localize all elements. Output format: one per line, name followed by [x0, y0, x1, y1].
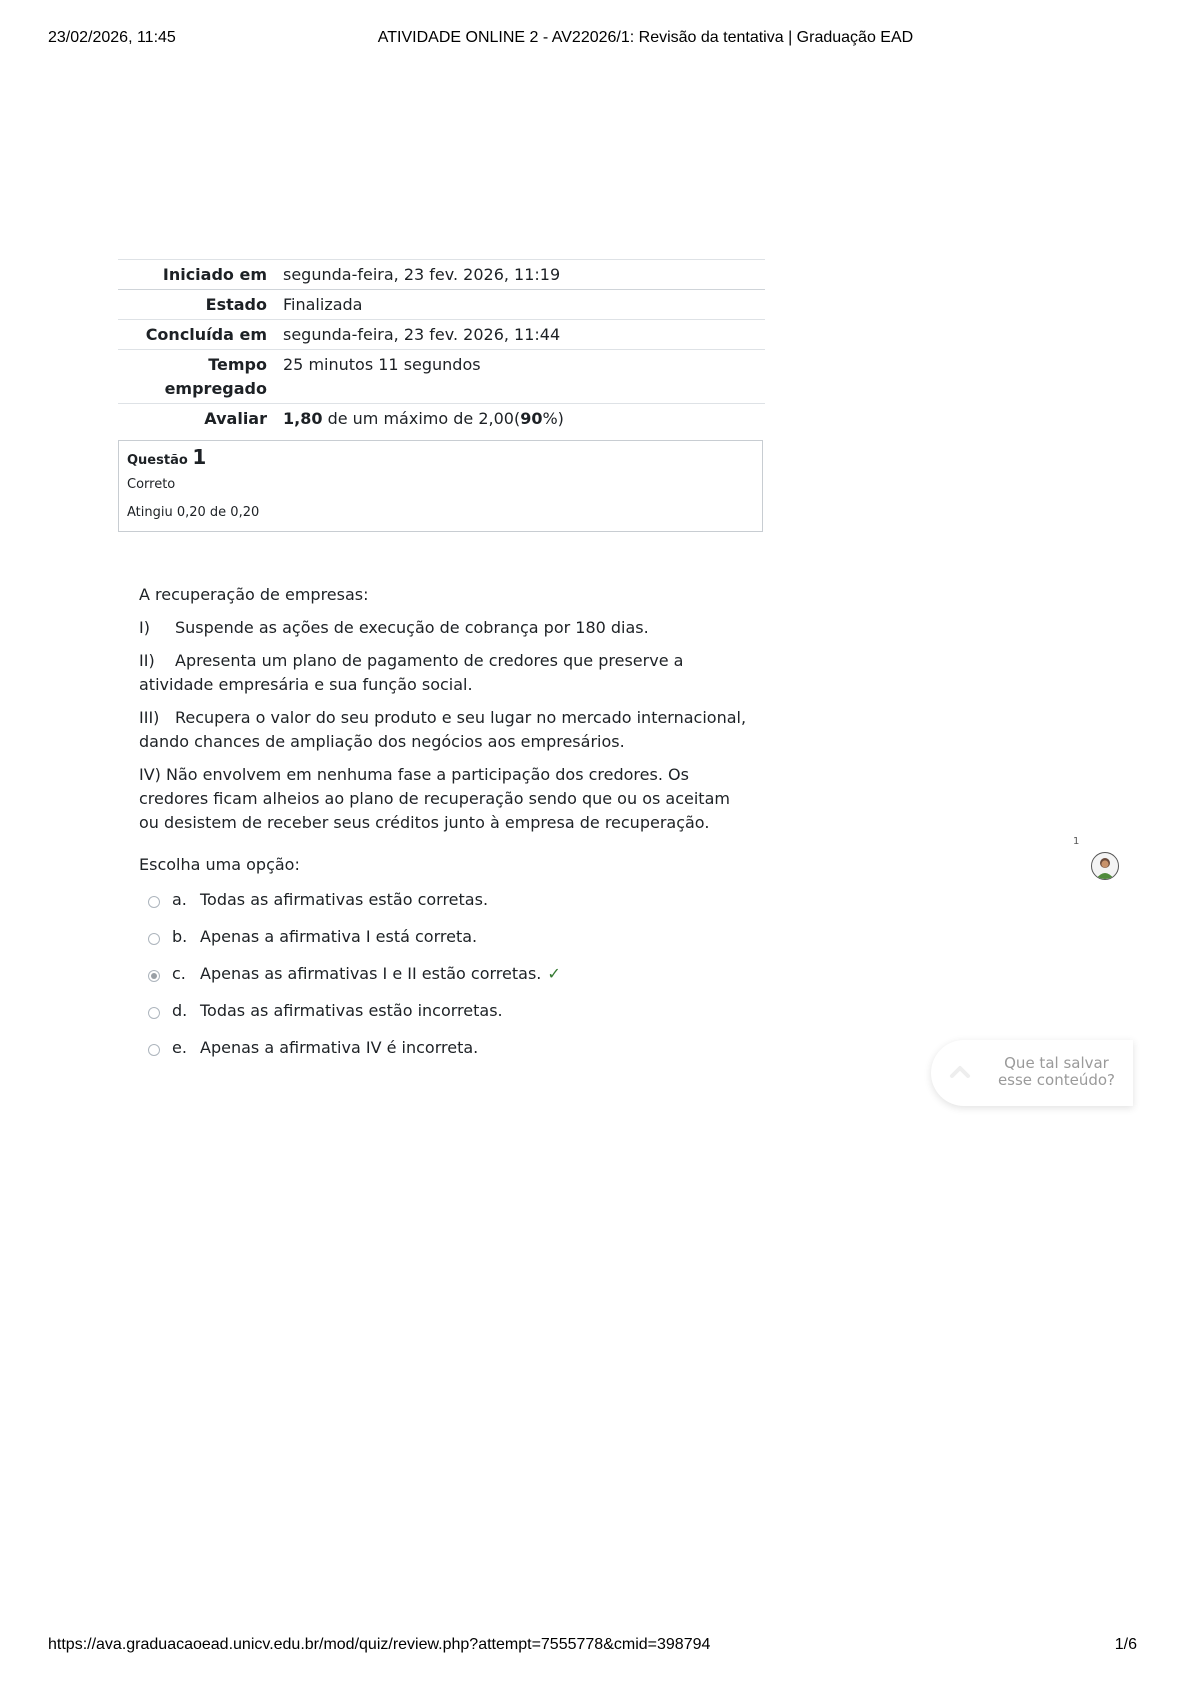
question-grade: Atingiu 0,20 de 0,20 — [127, 505, 260, 520]
question-state: Correto — [127, 477, 176, 492]
statement-3 — [139, 706, 754, 754]
summary-row-completed — [118, 320, 765, 350]
save-content-label: Que tal salvar esse conteúdo? — [997, 1054, 1116, 1089]
answer-text: Todas as afirmativas estão incorretas. — [200, 1001, 503, 1020]
print-page-number: 1/6 — [1114, 1636, 1137, 1653]
question-number-value: 1 — [192, 445, 207, 469]
assistant-avatar-icon[interactable] — [1091, 852, 1119, 880]
grade-percent: 90 — [520, 409, 543, 428]
answer-letter: c. — [172, 964, 186, 983]
correct-check-icon: ✓ — [547, 964, 561, 983]
answer-text: Apenas a afirmativa I está correta. — [200, 927, 478, 946]
radio-button[interactable] — [148, 1044, 160, 1056]
answer-text: Apenas a afirmativa IV é incorreta. — [200, 1038, 479, 1057]
print-header — [48, 29, 1143, 51]
answer-option-b[interactable] — [148, 927, 561, 964]
summary-value: 25 minutos 11 segundos — [275, 350, 765, 404]
answer-option-c[interactable] — [148, 964, 561, 1001]
attempt-summary-table — [118, 259, 765, 433]
print-page-title: ATIVIDADE ONLINE 2 - AV22026/1: Revisão da tentativa | Graduação EAD — [377, 29, 914, 46]
statement-text: IV) Não envolvem em nenhuma fase a participação dos credores. Os credores ficam alheios ao plano de recuperação sendo que ou os aceitam ou desistem de receber seus créditos junto à empresa de recuperação. — [139, 765, 730, 832]
save-content-button[interactable] — [931, 1040, 1133, 1106]
answer-option-e[interactable] — [148, 1038, 561, 1075]
summary-row-state — [118, 290, 765, 320]
summary-label: Iniciado em — [118, 260, 275, 290]
answer-text: Todas as afirmativas estão corretas. — [200, 890, 489, 909]
statement-text: Suspende as ações de execução de cobrança por 180 dias. — [175, 618, 649, 637]
answer-option-d[interactable] — [148, 1001, 561, 1038]
question-intro: A recuperação de empresas: — [139, 585, 369, 604]
summary-value: segunda-feira, 23 fev. 2026, 11:44 — [275, 320, 765, 350]
print-footer — [48, 1636, 1143, 1658]
summary-row-grade — [118, 404, 765, 434]
summary-label: Concluída em — [118, 320, 275, 350]
print-url: https://ava.graduacaoead.unicv.edu.br/mod/quiz/review.php?attempt=7555778&cmid=398794 — [48, 1636, 711, 1653]
answer-letter: e. — [172, 1038, 187, 1057]
grade-percent-suffix: %) — [542, 409, 564, 428]
notification-count: 1 — [1073, 836, 1080, 847]
radio-button[interactable] — [148, 933, 160, 945]
radio-button[interactable] — [148, 896, 160, 908]
statement-number: III) — [139, 708, 160, 727]
statement-1 — [139, 616, 754, 640]
print-datetime: 23/02/2026, 11:45 — [48, 29, 176, 46]
statement-number: II) — [139, 651, 155, 670]
summary-value: Finalizada — [275, 290, 765, 320]
statement-4 — [139, 763, 754, 835]
summary-row-started — [118, 260, 765, 290]
answer-prompt: Escolha uma opção: — [139, 855, 300, 874]
question-number — [127, 447, 754, 471]
statement-text: Apresenta um plano de pagamento de credores que preserve a atividade empresária e sua função social. — [139, 651, 684, 694]
question-label: Questão — [127, 453, 188, 468]
radio-button[interactable] — [148, 1007, 160, 1019]
radio-button-selected[interactable] — [148, 970, 160, 982]
summary-label: Avaliar — [118, 404, 275, 434]
question-info-box — [118, 440, 763, 532]
summary-row-time-taken — [118, 350, 765, 404]
summary-value — [275, 404, 765, 434]
summary-value: segunda-feira, 23 fev. 2026, 11:19 — [275, 260, 765, 290]
summary-label: Tempo empregado — [118, 350, 275, 404]
bookmark-icon — [947, 1060, 973, 1086]
answer-option-a[interactable] — [148, 890, 561, 927]
question-text — [139, 583, 754, 844]
statement-number: I) — [139, 618, 150, 637]
answer-letter: a. — [172, 890, 187, 909]
answer-letter: b. — [172, 927, 188, 946]
statement-text: Recupera o valor do seu produto e seu lugar no mercado internacional, dando chances de ampliação dos negócios aos empresários. — [139, 708, 747, 751]
grade-max: de um máximo de 2,00( — [322, 409, 521, 428]
summary-label: Estado — [118, 290, 275, 320]
answer-text: Apenas as afirmativas I e II estão corretas. — [200, 964, 542, 983]
answer-letter: d. — [172, 1001, 188, 1020]
answer-options — [148, 890, 561, 1075]
statement-2 — [139, 649, 754, 697]
grade-score: 1,80 — [283, 409, 323, 428]
